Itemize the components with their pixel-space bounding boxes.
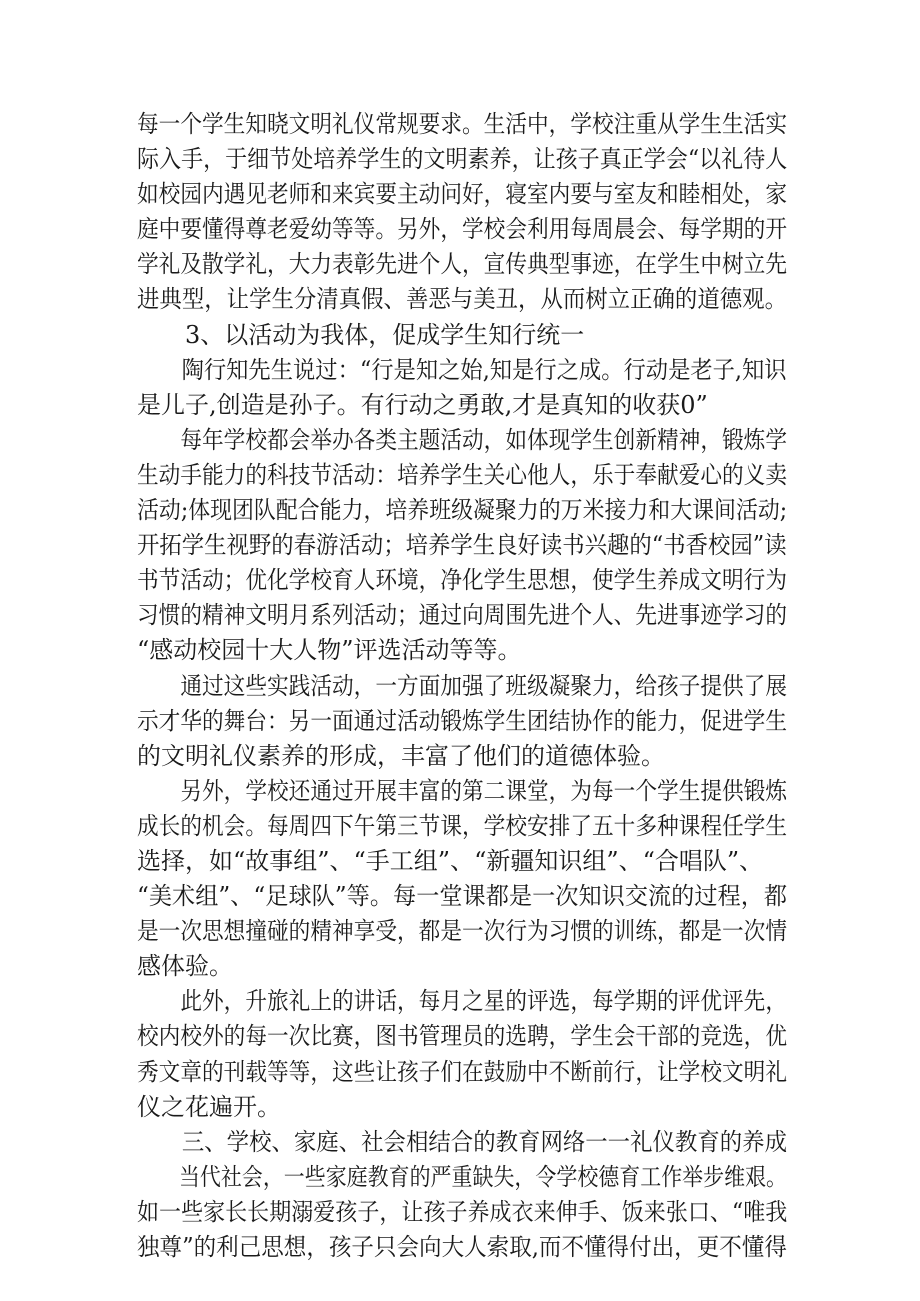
text-line: 三、学校、家庭、社会相结合的教育网络一一礼仪教育的养成 <box>181 1127 787 1156</box>
text-line: 的文明礼仪素养的形成，丰富了他们的道德体验。 <box>137 741 665 770</box>
text-line: 每一个学生知晓文明礼仪常规要求。生活中，学校注重从学生生活实 <box>137 110 788 138</box>
text-line: 成长的机会。每周四下午第三节课，学校安排了五十多种课程任学生 <box>137 811 788 840</box>
text-line: 际入手，于细节处培养学生的文明素养，让孩子真正学会“以礼待人 <box>137 145 788 174</box>
text-line: 独尊”的利己思想，孩子只会向大人索取,而不懂得付出，更不懂得 <box>137 1233 787 1261</box>
text-line: 感体验。 <box>137 952 233 981</box>
text-line: 书节活动；优化学校育人环境，净化学生思想，使学生养成文明行为 <box>137 566 788 595</box>
text-line: 开拓学生视野的春游活动；培养学生良好读书兴趣的“书香校园”读 <box>137 531 787 560</box>
text-line: 生动手能力的科技节活动：培养学生关心他人，乐于奉献爱心的义卖 <box>137 460 788 489</box>
text-line: 仪之花遍开。 <box>137 1092 281 1121</box>
text-line: “感动校园十大人物”评选活动等等。 <box>137 636 522 665</box>
text-line: 此外，升旅礼上的讲话，每月之星的评选，每学期的评优评先， <box>180 987 788 1016</box>
text-line: 是一次思想撞碰的精神享受，都是一次行为习惯的训练，都是一次情 <box>137 917 788 946</box>
text-line: 通过这些实践活动，一方面加强了班级凝聚力，给孩子提供了展 <box>180 671 788 700</box>
text-line: 学礼及散学礼，大力表彰先进个人，宣传典型事迹，在学生中树立先 <box>137 250 788 279</box>
text-line: 示才华的舞台：另一面通过活动锻炼学生团结协作的能力，促进学生 <box>137 706 788 735</box>
text-line: 3、以活动为我体，促成学生知行统一 <box>185 320 585 349</box>
text-line: 习惯的精神文明月系列活动；通过向周围先进个人、先进事迹学习的 <box>137 601 788 630</box>
text-line: 是儿子,创造是孙子。有行动之勇敢,才是真知的收获0” <box>137 390 708 419</box>
text-line: 如校园内遇见老师和来宾要主动问好，寝室内要与室友和睦相处，家 <box>137 180 788 209</box>
document-body <box>137 107 787 1265</box>
text-line: 如一些家长长期溺爱孩子，让孩子养成衣来伸手、饭来张口、“唯我 <box>137 1197 788 1226</box>
text-line: 每年学校都会举办各类主题活动，如体现学生创新精神，锻炼学 <box>180 425 788 454</box>
text-line: 进典型，让学生分清真假、善恶与美丑，从而树立正确的道德观。 <box>137 285 787 314</box>
text-line: 陶行知先生说过：“行是知之始,知是行之成。行动是老子,知识 <box>181 355 787 384</box>
text-line: 当代社会，一些家庭教育的严重缺失，令学校德育工作举步维艰。 <box>178 1162 788 1191</box>
text-line: 庭中要懂得尊老爱幼等等。另外，学校会利用每周晨会、每学期的开 <box>137 215 788 244</box>
text-line: 选择，如“故事组”、“手工组”、“新疆知识组”、“合唱队”、 <box>137 846 764 875</box>
text-line: 秀文章的刊载等等，这些让孩子们在鼓励中不断前行，让学校文明礼 <box>137 1057 788 1086</box>
text-line: 活动;体现团队配合能力，培养班级凝聚力的万米接力和大课间活动; <box>137 496 788 525</box>
text-line: “美术组”、“足球队”等。每一堂课都是一次知识交流的过程，都 <box>137 882 788 911</box>
text-line: 校内校外的每一次比赛，图书管理员的选聘，学生会干部的竞选，优 <box>137 1022 788 1051</box>
text-line: 另外，学校还通过开展丰富的第二课堂，为每一个学生提供锻炼 <box>180 776 788 805</box>
